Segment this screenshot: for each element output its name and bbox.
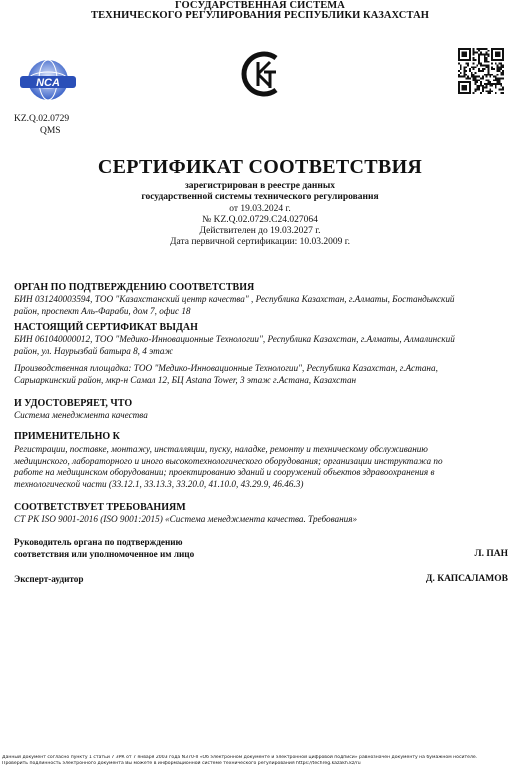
body-line-1: БИН 031240003594, ТОО "Казахстанский центр качества" , Республика Казахстан, г.Алматы, Бостандыкский <box>14 294 455 304</box>
nca-logo-text: NCA <box>36 77 60 89</box>
expert-label: Эксперт-аудитор <box>14 574 84 584</box>
valid-until: Действителен до 19.03.2027 г. <box>199 226 321 236</box>
head-label-2: соответствия или уполномоченное им лицо <box>14 549 195 559</box>
body-heading: ОРГАН ПО ПОДТВЕРЖДЕНИЮ СООТВЕТСТВИЯ <box>14 282 255 293</box>
applies-line-4: технологической части (33.12.1, 33.13.3, 33.20.0, 41.10.0, 43.29.9, 46.46.3) <box>14 478 304 489</box>
registered-line-1: зарегистрирован в реестре данных <box>184 181 336 191</box>
applies-line-3: работе на медицинском оборудовании; проектированию зданий и сооружений объектов здравоохранения в <box>14 467 435 477</box>
footer-line-2: Проверить подлинность электронного документа Вы можете в информационной системе технического регулирования https://techreg.kazakh.kz/ru <box>2 761 361 766</box>
applies-line-2: медицинского, лабораторного и иного высокотехнологического оборудования; организации инструктажа по <box>14 455 443 466</box>
certifies-line-1: Система менеджмента качества <box>14 410 148 420</box>
header-line-2: ТЕХНИЧЕСКОГО РЕГУЛИРОВАНИЯ РЕСПУБЛИКИ КАЗАХСТАН <box>90 10 430 21</box>
issued-line-3: Производственная площадка: ТОО "Медико-Инновационные Технологии", Республика Казахстан, г.Астана, <box>14 363 438 373</box>
complies-heading: СООТВЕТСТВУЕТ ТРЕБОВАНИЯМ <box>14 502 186 513</box>
issued-heading: НАСТОЯЩИЙ СЕРТИФИКАТ ВЫДАН <box>14 322 198 333</box>
registration-code: KZ.Q.02.0729 <box>14 114 70 124</box>
head-name: Л. ПАН <box>474 549 508 559</box>
nca-logo <box>14 56 82 108</box>
qr-code-icon <box>458 48 504 94</box>
issued-line-1: БИН 061040000012, ТОО "Медико-Инновационные Технологии", Республика Казахстан, г.Алматы, Алмалинский <box>14 334 455 344</box>
applies-heading: ПРИМЕНИТЕЛЬНО К <box>14 431 120 442</box>
issued-line-2: район, ул. Наурызбай батыра 8, 4 этаж <box>14 345 173 356</box>
certificate-title: СЕРТИФИКАТ СООТВЕТСТВИЯ <box>97 156 423 178</box>
certificate-number: № KZ.Q.02.0729.С24.027064 <box>202 215 318 225</box>
footer-line-1: Данный документ согласно пункту 1 статьи 7 ЗРК от 7 января 2003 года N370-II «Об электронном документе и электронной цифровой подписи» равнозначен документу на бумажном носителе. <box>2 755 478 760</box>
head-label-1: Руководитель органа по подтверждению <box>14 537 183 547</box>
body-line-2: район, проспект Аль-Фараби, дом 7, офис 18 <box>14 305 191 316</box>
first-certification-date: Дата первичной сертификации: 10.03.2009 г. <box>170 237 350 247</box>
applies-line-1: Регистрации, поставке, монтажу, инсталляции, пуску, наладке, ремонту и техническому обслуживанию <box>14 444 428 454</box>
date-from: от 19.03.2024 г. <box>229 204 291 214</box>
expert-name: Д. КАПСАЛАМОВ <box>425 574 508 584</box>
conformity-mark-icon <box>236 48 288 100</box>
registered-line-2: государственной системы технического регулирования <box>141 192 379 202</box>
header-line-1: ГОСУДАРСТВЕННАЯ СИСТЕМА <box>174 0 345 11</box>
complies-line-1: СТ РК ISO 9001-2016 (ISO 9001:2015) «Система менеджмента качества. Требования» <box>14 514 358 524</box>
registration-system: QMS <box>40 126 61 136</box>
certifies-heading: И УДОСТОВЕРЯЕТ, ЧТО <box>14 398 133 409</box>
conformity-mark-text: KZ <box>261 98 263 99</box>
issued-line-4: Сарыаркинский район, мкр-н Самал 12, БЦ Astana Tower, 3 этаж г.Астана, Казахстан <box>14 374 357 385</box>
